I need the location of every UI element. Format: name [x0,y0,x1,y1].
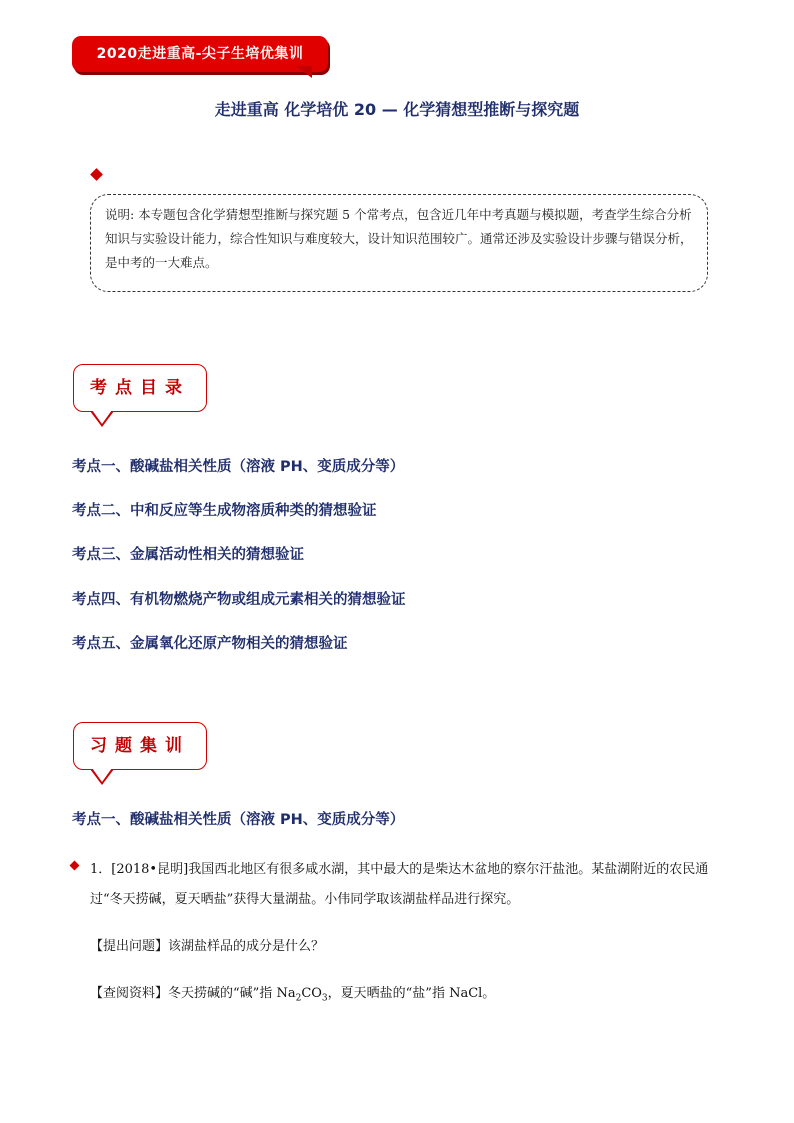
toc-item-3[interactable]: 考点三、金属活动性相关的猜想验证 [72,547,304,563]
question-source: [2018•昆明] [111,862,189,877]
question-text: 我国西北地区有很多咸水湖，其中最大的是柴达木盆地的察尔汗盐池。某盐湖附近的农民通过“冬天捞碱，夏天晒盐”获得大量湖盐。小伟同学取该湖盐样品进行探究。 [90,862,709,907]
banner-tail-decoration [296,66,312,78]
question-paragraph-problem [90,935,324,954]
diamond-bullet-icon [90,168,103,181]
callout-exercises: 习题集训 [73,722,207,770]
question-paragraph-reference [90,982,495,1004]
banner-label: 2020走进重高-尖子生培优集训 [72,36,328,72]
header-banner [72,36,330,80]
toc-item-2[interactable]: 考点二、中和反应等生成物溶质种类的猜想验证 [72,503,377,519]
page-title: 走进重高 化学培优 20 — 化学猜想型推断与探究题 [214,100,580,119]
toc-item-5[interactable]: 考点五、金属氧化还原产物相关的猜想验证 [72,636,348,652]
paragraph-text: CO [301,986,322,1001]
section-heading: 考点一、酸碱盐相关性质（溶液 PH、变质成分等） [72,812,405,828]
diamond-bullet-icon [70,861,80,871]
paragraph-label: 【查阅资料】 [90,986,169,1001]
toc-item-1[interactable]: 考点一、酸碱盐相关性质（溶液 PH、变质成分等） [72,459,405,475]
toc-item-4[interactable]: 考点四、有机物燃烧产物或组成元素相关的猜想验证 [72,592,406,608]
paragraph-label: 【提出问题】 [90,939,169,954]
callout-toc: 考点目录 [73,364,207,412]
callout-tail-decoration [90,411,114,427]
callout-tail-decoration [90,769,114,785]
paragraph-text: 该湖盐样品的成分是什么？ [168,939,325,954]
subscript: 2 [295,993,302,1004]
paragraph-text: 冬天捞碱的“碱”指 Na [168,986,296,1001]
notice-box: 说明: 本专题包含化学猜想型推断与探究题 5 个常考点，包含近几年中考真题与模拟题，考查学生综合分析知识与实验设计能力，综合性知识与难度较大，设计知识范围较广。通常还涉及实验设计步骤与错误分析，是中考的一大难点。 [90,194,708,292]
question-number: 1． [90,862,112,877]
question-1 [90,855,730,915]
subscript: 3 [321,993,328,1004]
paragraph-text: ，夏天晒盐的“盐”指 NaCl。 [327,986,496,1001]
